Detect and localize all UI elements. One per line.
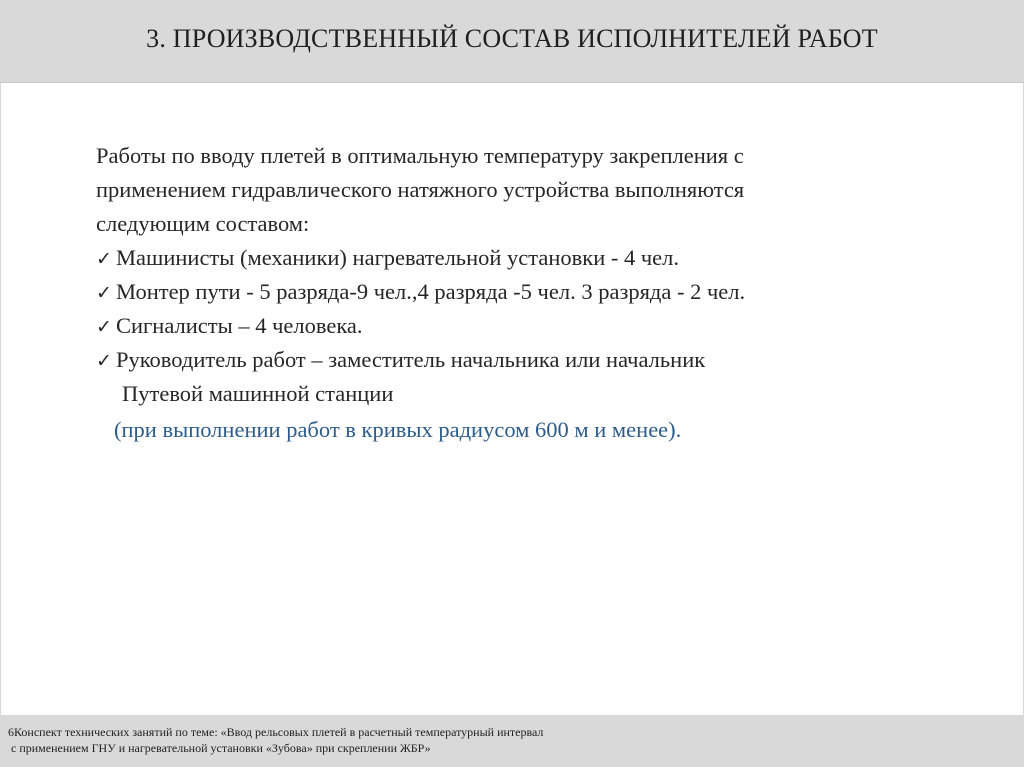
list-item-continuation: Путевой машинной станции: [122, 381, 394, 406]
note-text: (при выполнении работ в кривых радиусом 600 м и менее).: [114, 417, 682, 442]
slide-body: [96, 139, 956, 447]
checkmark-icon: ✓: [96, 248, 112, 270]
checkmark-icon: ✓: [96, 282, 112, 304]
list-item-text: Сигналисты – 4 человека.: [116, 313, 363, 338]
list-item: [96, 343, 956, 377]
list-item: [96, 241, 956, 275]
list-item: [96, 309, 956, 343]
footer-text: [8, 724, 543, 756]
list-item-text: Руководитель работ – заместитель начальника или начальник: [116, 347, 706, 372]
list-item: [96, 275, 956, 309]
footer-line-2: с применением ГНУ и нагревательной установки «Зубова» при скреплении ЖБР»: [8, 741, 431, 755]
intro-line-2: применением гидравлического натяжного устройства выполняются: [96, 177, 745, 202]
checkmark-icon: ✓: [96, 316, 112, 338]
title-bar: [0, 0, 1024, 83]
intro-line-3: следующим составом:: [96, 211, 310, 236]
intro-line-1: Работы по вводу плетей в оптимальную температуру закрепления с: [96, 143, 744, 168]
footer-bar: [0, 715, 1024, 767]
list-item-text: Монтер пути - 5 разряда-9 чел.,4 разряда -5 чел. 3 разряда - 2 чел.: [116, 279, 746, 304]
footer-line-1: 6Конспект технических занятий по теме: «Ввод рельсовых плетей в расчетный температурный интервал: [8, 725, 544, 739]
slide-title: 3. ПРОИЗВОДСТВЕННЫЙ СОСТАВ ИСПОЛНИТЕЛЕЙ РАБОТ: [146, 24, 878, 53]
list-item-text: Машинисты (механики) нагревательной установки - 4 чел.: [116, 245, 680, 270]
checkmark-icon: ✓: [96, 350, 112, 372]
